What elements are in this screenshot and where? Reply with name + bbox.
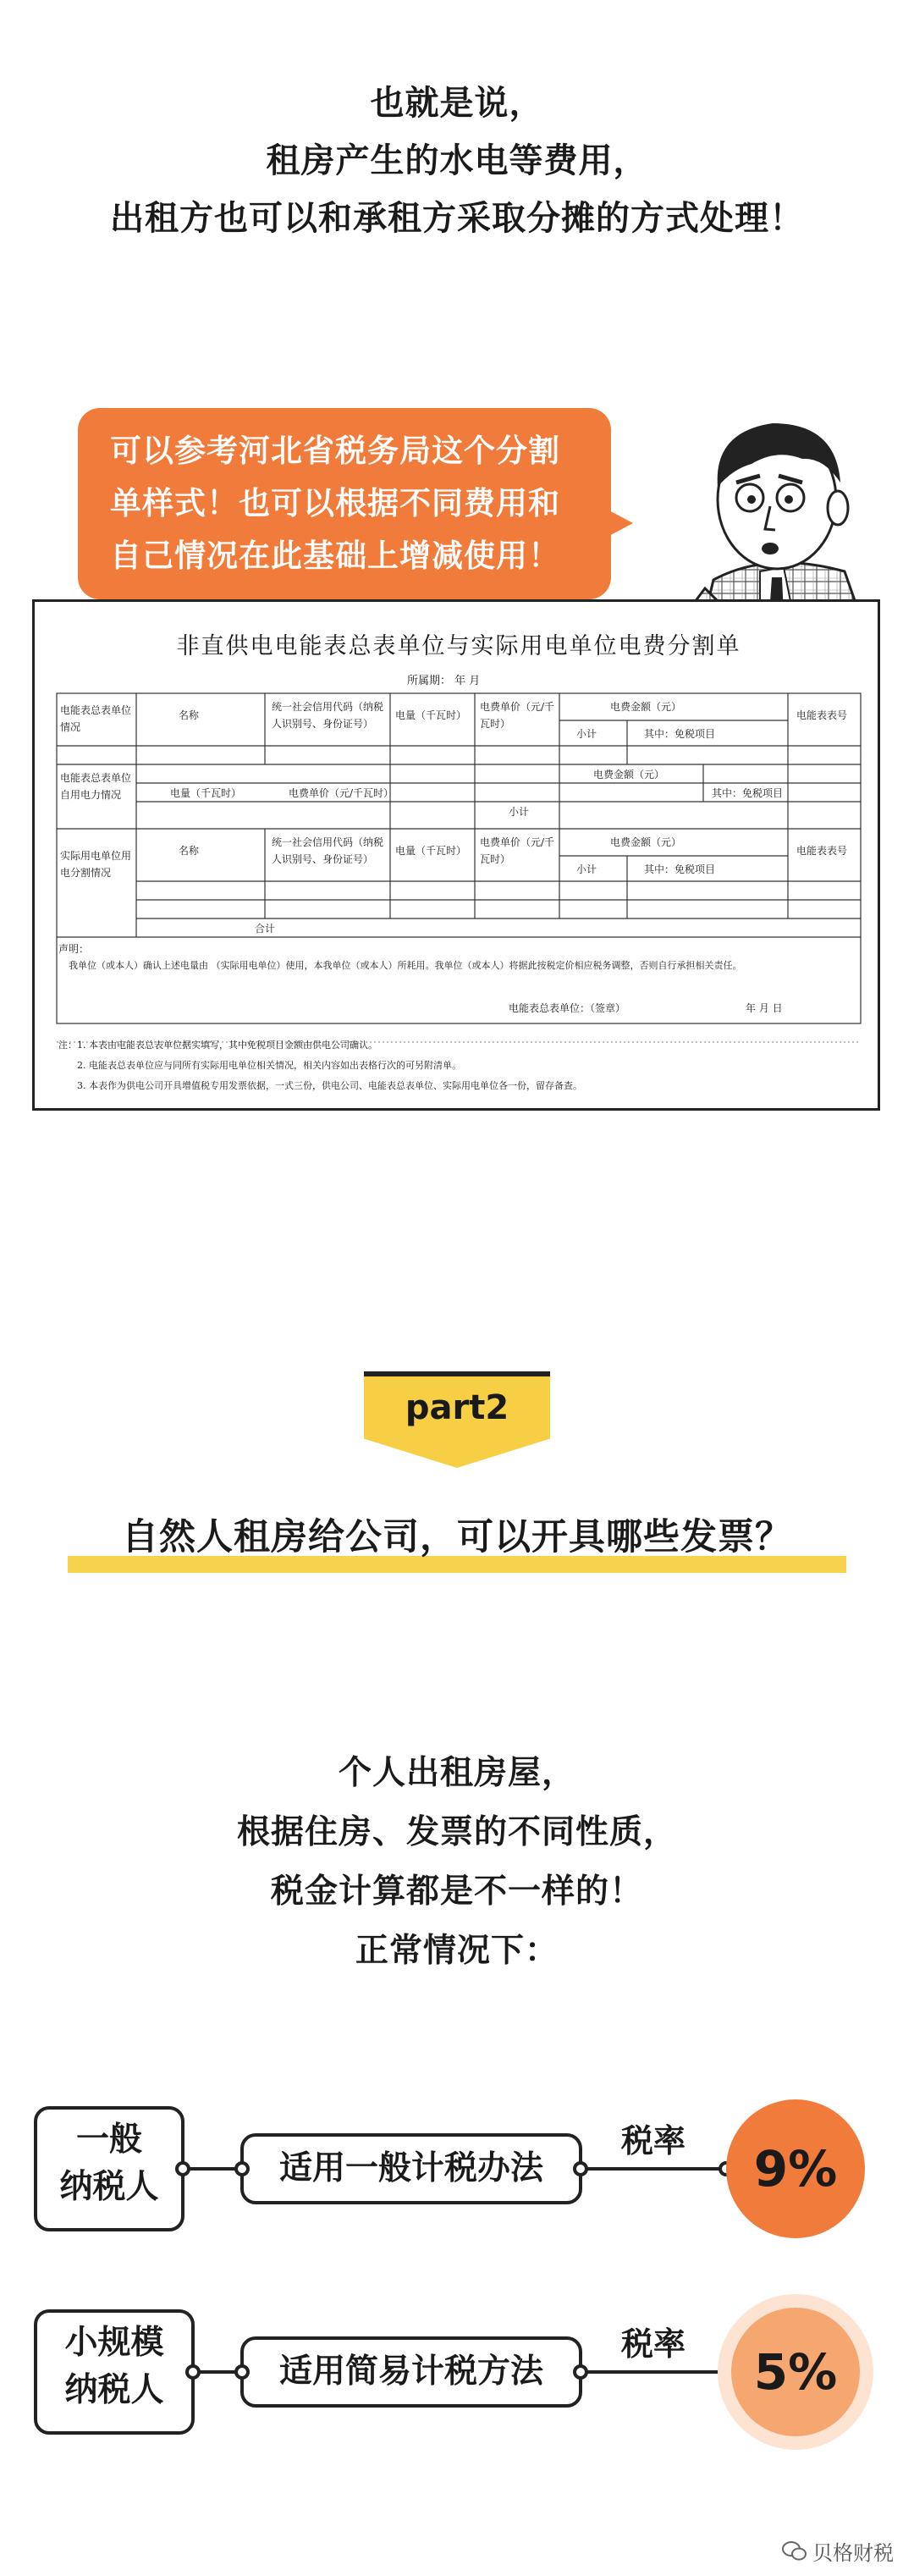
form-col-price: 电费单价（元/千瓦时） <box>480 701 555 730</box>
form-row3-name: 名称 <box>179 845 200 857</box>
form-row3-meter: 电能表表号 <box>796 845 848 857</box>
form-col-exempt: 其中：免税项目 <box>644 728 716 740</box>
rate-label-small: 税率 <box>620 2325 686 2363</box>
intro-line-1: 也就是说， <box>370 84 544 123</box>
speech-bubble-tail <box>604 508 633 538</box>
form-col-amount: 电费金额（元） <box>610 701 682 713</box>
form-note-1: 注：1. 本表由电能表总表单位据实填写，其中免税项目金额由供电公司确认。 <box>58 1040 377 1051</box>
wechat-icon <box>782 2540 807 2562</box>
explanation-line-1: 个人出租房屋， <box>338 1754 575 1792</box>
form-statement-body: 我单位（或本人）确认上述电量由 （实际用电单位）使用，本我单位（或本人）所耗用。我单位（或本人）将据此按税定价相应税务调整，否则自行承担相关责任。 <box>69 960 742 971</box>
explanation-line-2: 根据住房、发票的不同性质， <box>236 1813 677 1851</box>
explanation-line-3: 税金计算都是不一样的！ <box>270 1873 643 1911</box>
bubble-line-1: 可以参考河北省税务局这个分割 <box>110 433 560 469</box>
electricity-split-form <box>32 599 880 1111</box>
watermark-text: 贝格财税 <box>812 2541 894 2565</box>
form-total: 合计 <box>255 923 276 935</box>
intro-text <box>0 74 914 247</box>
taxpayer-small-line-2: 纳税人 <box>64 2371 164 2409</box>
section-question: 自然人租房给公司，可以开具哪些发票？ <box>122 1516 792 1558</box>
form-row-label-2: 电能表总表单位自用电力情况 <box>60 772 132 801</box>
section-badge <box>0 1371 914 1473</box>
rate-label-general: 税率 <box>620 2122 686 2160</box>
taxpayer-small-line-1: 小规模 <box>64 2324 164 2362</box>
method-general-label: 适用一般计税办法 <box>278 2149 543 2187</box>
form-row3-exempt: 其中：免税项目 <box>644 863 716 875</box>
form-note-2: 2. 电能表总表单位应与同所有实际用电单位相关情况，相关内容如出表格行次的可另附清单。 <box>77 1060 461 1071</box>
form-col-name: 名称 <box>179 709 200 721</box>
taxpayer-general-line-2: 纳税人 <box>59 2168 159 2206</box>
form-row3-subtotal: 小计 <box>576 863 597 875</box>
explanation-text <box>0 1744 914 1981</box>
form-sign: 电能表总表单位：（签章） <box>509 1002 626 1014</box>
form-row2-exempt: 其中：免税项目 <box>712 787 784 799</box>
form-row3-amount: 电费金额（元） <box>610 836 682 848</box>
form-row2-kwh: 电量（千瓦时） <box>170 787 242 799</box>
form-row2-amount: 电费金额（元） <box>593 769 665 781</box>
taxpayer-general-label <box>36 2116 183 2211</box>
form-row-label-1: 电能表总表单位情况 <box>60 704 132 733</box>
intro-line-2: 租房产生的水电等费用， <box>266 141 648 180</box>
section-badge-bar <box>364 1371 550 1376</box>
explanation-line-4: 正常情况下： <box>355 1932 559 1970</box>
rate-value-small: 5% <box>753 2343 838 2401</box>
bubble-line-3: 自己情况在此基础上增减使用！ <box>110 538 560 574</box>
form-statement-label: 声明： <box>58 943 90 955</box>
form-period: 所属期： 年 月 <box>407 675 481 687</box>
form-note-3: 3. 本表作为供电公司开具增值税专用发票依据，一式三份，供电公司、电能表总表单位、实际用电单位各一份，留存备查。 <box>77 1080 582 1091</box>
form-col-subtotal: 小计 <box>576 728 597 740</box>
form-row2-price: 电费单价（元/千瓦时） <box>289 787 394 799</box>
form-sign-date: 年 月 日 <box>746 1002 783 1014</box>
speech-bubble <box>78 408 611 599</box>
watermark <box>782 2536 894 2566</box>
form-col-code: 统一社会信用代码（纳税人识别号、身份证号） <box>272 701 384 730</box>
taxpayer-general-line-1: 一般 <box>75 2121 142 2159</box>
form-row-label-3: 实际用电单位用电分割情况 <box>60 850 132 879</box>
form-row2-subtotal: 小计 <box>509 806 530 818</box>
intro-line-3: 出租方也可以和承租方采取分摊的方式处理！ <box>110 199 804 238</box>
form-row3-price: 电费单价（元/千瓦时） <box>480 836 555 865</box>
taxpayer-small-label <box>36 2320 193 2414</box>
rate-value-general: 9% <box>753 2140 838 2198</box>
method-small-label: 适用简易计税方法 <box>278 2353 543 2391</box>
bubble-line-2: 单样式！也可以根据不同费用和 <box>110 485 560 521</box>
form-col-meter: 电能表表号 <box>796 709 848 721</box>
form-title: 非直供电电能表总表单位与实际用电单位电费分割单 <box>176 633 741 659</box>
form-row3-kwh: 电量（千瓦时） <box>395 845 467 857</box>
section-badge-label: part2 <box>405 1388 509 1427</box>
form-col-kwh: 电量（千瓦时） <box>395 709 467 721</box>
form-row3-code: 统一社会信用代码（纳税人识别号、身份证号） <box>272 836 384 865</box>
